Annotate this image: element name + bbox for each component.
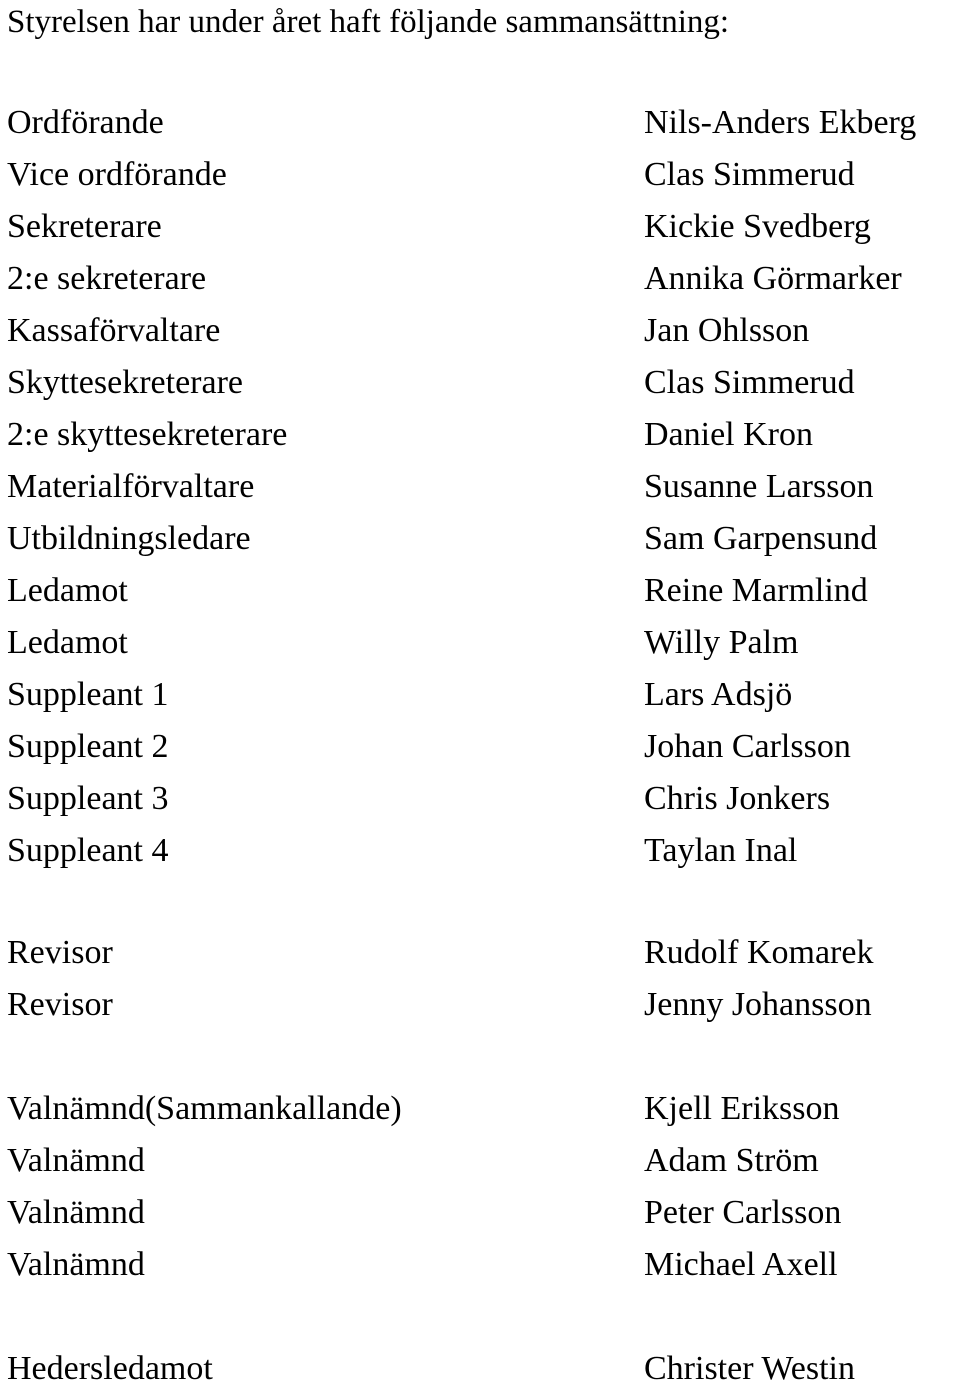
member-name: Taylan Inal <box>644 832 798 869</box>
member-role: Suppleant 2 <box>7 728 169 765</box>
member-row <box>0 1083 960 1135</box>
member-row <box>0 409 960 461</box>
member-role: Valnämnd <box>7 1142 145 1179</box>
member-name: Willy Palm <box>644 624 799 661</box>
member-name: Chris Jonkers <box>644 780 831 817</box>
member-name: Adam Ström <box>644 1142 819 1179</box>
member-name: Clas Simmerud <box>644 364 855 401</box>
member-role: Suppleant 1 <box>7 676 169 713</box>
intro-heading: Styrelsen har under året haft följande sammansättning: <box>7 4 730 40</box>
member-role: Ordförande <box>7 104 164 141</box>
member-role: 2:e sekreterare <box>7 260 207 297</box>
member-name: Johan Carlsson <box>644 728 851 765</box>
nomination-committee-list <box>0 1083 960 1291</box>
member-row <box>0 461 960 513</box>
member-name: Christer Westin <box>644 1350 856 1387</box>
member-row <box>0 773 960 825</box>
member-row <box>0 617 960 669</box>
member-role: Hedersledamot <box>7 1350 213 1387</box>
member-name: Reine Marmlind <box>644 572 868 609</box>
member-row <box>0 565 960 617</box>
member-role: Kassaförvaltare <box>7 312 221 349</box>
member-row <box>0 253 960 305</box>
member-role: Valnämnd <box>7 1246 145 1283</box>
member-role: Revisor <box>7 934 113 971</box>
member-name: Susanne Larsson <box>644 468 874 505</box>
member-row <box>0 825 960 877</box>
member-name: Lars Adsjö <box>644 676 793 713</box>
member-row <box>0 1343 960 1395</box>
board-members-list <box>0 97 960 877</box>
member-name: Daniel Kron <box>644 416 814 453</box>
member-name: Kickie Svedberg <box>644 208 871 245</box>
member-name: Kjell Eriksson <box>644 1090 840 1127</box>
member-name: Rudolf Komarek <box>644 934 874 971</box>
member-name: Jenny Johansson <box>644 986 872 1023</box>
auditors-list <box>0 927 960 1031</box>
member-name: Sam Garpensund <box>644 520 878 557</box>
member-row <box>0 201 960 253</box>
member-name: Jan Ohlsson <box>644 312 810 349</box>
member-row <box>0 669 960 721</box>
member-role: Vice ordförande <box>7 156 227 193</box>
member-role: Valnämnd(Sammankallande) <box>7 1090 402 1127</box>
member-role: Valnämnd <box>7 1194 145 1231</box>
member-role: Revisor <box>7 986 113 1023</box>
honorary-member-list <box>0 1343 960 1395</box>
member-role: Suppleant 4 <box>7 832 169 869</box>
member-role: Ledamot <box>7 572 128 609</box>
member-role: Ledamot <box>7 624 128 661</box>
member-row <box>0 721 960 773</box>
member-role: Suppleant 3 <box>7 780 169 817</box>
member-row <box>0 305 960 357</box>
member-row <box>0 979 960 1031</box>
member-row <box>0 1187 960 1239</box>
member-role: 2:e skyttesekreterare <box>7 416 288 453</box>
member-role: Skyttesekreterare <box>7 364 243 401</box>
member-row <box>0 1239 960 1291</box>
member-row <box>0 149 960 201</box>
member-role: Sekreterare <box>7 208 162 245</box>
member-role: Materialförvaltare <box>7 468 255 505</box>
member-row <box>0 357 960 409</box>
member-name: Clas Simmerud <box>644 156 855 193</box>
member-name: Nils-Anders Ekberg <box>644 104 917 141</box>
member-role: Utbildningsledare <box>7 520 251 557</box>
member-name: Annika Görmarker <box>644 260 902 297</box>
member-row <box>0 97 960 149</box>
member-row <box>0 927 960 979</box>
member-row <box>0 1135 960 1187</box>
member-name: Michael Axell <box>644 1246 838 1283</box>
member-name: Peter Carlsson <box>644 1194 842 1231</box>
member-row <box>0 513 960 565</box>
